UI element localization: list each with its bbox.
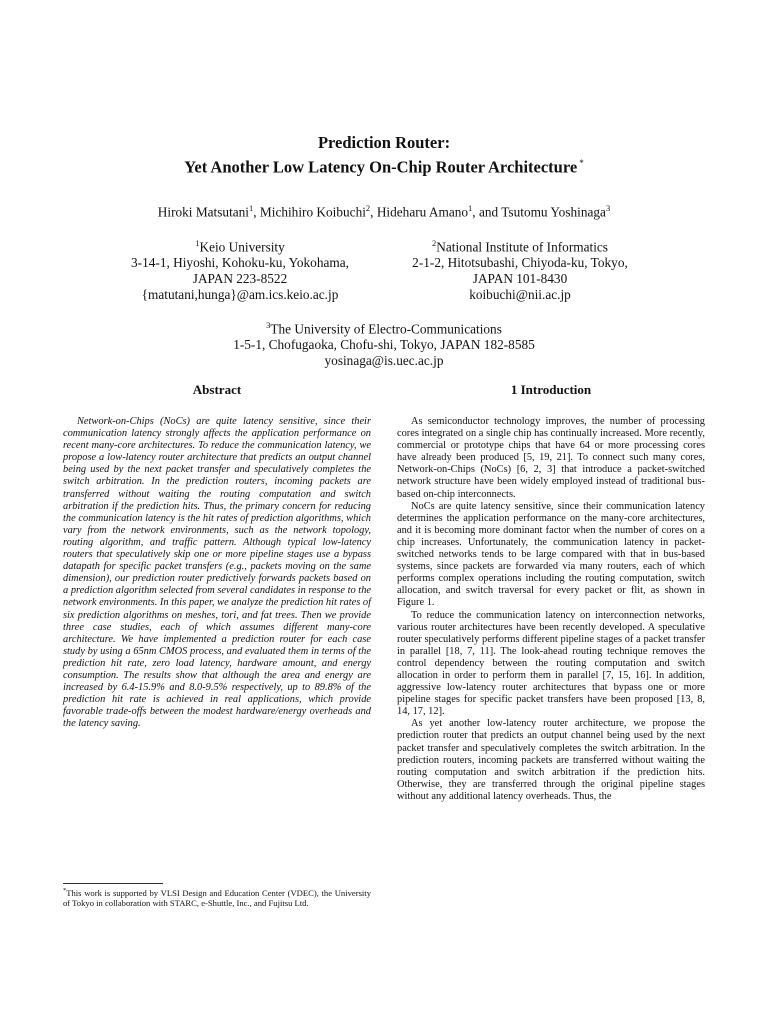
affiliation-name-line: [375, 235, 665, 255]
footnote-mark: *: [63, 887, 67, 894]
author-affiliation-mark: 1: [468, 203, 473, 213]
title-line-2-text: Yet Another Low Latency On-Chip Router Architecture: [184, 157, 578, 177]
abstract-body: Network-on-Chips (NoCs) are quite latency sensitive, since their communication latency strongly affects the application performance on recent many-core architectures. To reduce the communication latency, we propose a low-latency router architecture that predicts an output channel being used by the next packet transfer and speculatively completes the switch arbitration. In the prediction routers, incoming packets are transferred without waiting the routing computation and switch arbitration if the prediction hits. Thus, the primary concern for reducing the communication latency is the hit rates of prediction algorithms, which vary from the network environments, such as the network topology, routing algorithm, and traffic pattern. Although typical low-latency routers that speculatively skip one or more pipeline stages use a bypass datapath for specific packet transfers (e.g., packets moving on the same dimension), our prediction router predictively forwards packets based on a prediction algorithm selected from several candidates in response to the network environments. In this paper, we analyze the prediction hit rates of six prediction algorithms on meshes, tori, and fat trees. Then we provide three case studies, each of which assumes different many-core architecture. We have implemented a prediction router for each case study by using a 65nm CMOS process, and evaluated them in terms of the prediction hit rate, zero load latency, hardware amount, and energy consumption. The results show that although the area and energy are increased by 6.4-15.9% and 8.0-9.5% respectively, up to 89.8% of the prediction hit rate is achieved in real applications, which provide favorable trade-offs between the modest hardware/energy overheads and the latency saving.: [63, 416, 371, 730]
affiliation-name: National Institute of Informatics: [436, 239, 608, 255]
title-line-2: [0, 153, 768, 178]
paper-title: [0, 133, 768, 178]
left-column: [63, 381, 371, 730]
right-column: [397, 381, 705, 803]
author-affiliation-mark: 1: [249, 203, 254, 213]
affiliation-number: 2: [432, 238, 437, 248]
intro-paragraph: As semiconductor technology improves, the number of processing cores integrated on a single chip has continually increased. More recently, commercial or prototype chips that have 64 or more processing cores have already been produced [5, 19, 21]. To connect such many cores, Network-on-Chips (NoCs) [6, 2, 3] that introduce a packet-switched network structure have been widely employed instead of traditional bus-based on-chip interconnects.: [397, 416, 705, 500]
affiliation-email: yosinaga@is.uec.ac.jp: [324, 353, 444, 369]
affiliation-name-line: [0, 317, 768, 337]
footnote-text: This work is supported by VLSI Design and Education Center (VDEC), the University of Tokyo in collaboration with STARC, e-Shuttle, Inc., and Fujitsu Ltd.: [63, 887, 371, 909]
author-name: Tsutomu Yoshinaga: [501, 204, 606, 220]
affiliation-address: 3-14-1, Hiyoshi, Kohoku-ku, Yokohama,: [131, 255, 349, 271]
affiliation-nii: [375, 235, 665, 303]
affiliation-country: JAPAN 223-8522: [192, 271, 288, 287]
affiliation-number: 3: [266, 320, 271, 330]
affiliation-email: {matutani,hunga}@am.ics.keio.ac.jp: [141, 287, 339, 303]
intro-paragraph: To reduce the communication latency on interconnection networks, various router architectures have been recently developed. A speculative router speculatively performs different pipeline stages of a packet transfer in parallel [18, 7, 11]. The look-ahead routing technique removes the control dependency between the routing computation and switch allocation in order to perform them in parallel [7, 15, 16]. In addition, aggressive low-latency router architectures that bypass one or more pipeline stages for specific packet transfers have been proposed [13, 8, 14, 17, 12].: [397, 609, 705, 718]
affiliation-uec: [0, 317, 768, 369]
author-name: Michihiro Koibuchi: [259, 204, 366, 220]
abstract-heading: Abstract: [192, 382, 242, 397]
author-name: Hiroki Matsutani: [157, 204, 250, 220]
affiliation-name-line: [100, 235, 380, 255]
footnote: [63, 886, 371, 909]
author-separator: , and: [472, 204, 502, 220]
title-line-1: Prediction Router:: [317, 133, 451, 152]
affiliation-email: koibuchi@nii.ac.jp: [469, 287, 571, 303]
author-list: [0, 203, 768, 220]
author-separator: ,: [370, 204, 377, 220]
affiliation-number: 1: [195, 238, 200, 248]
introduction-heading: 1 Introduction: [510, 382, 592, 397]
affiliation-country: JAPAN 101-8430: [472, 271, 568, 287]
author-affiliation-mark: 3: [605, 203, 611, 213]
title-footnote-mark: *: [579, 158, 584, 168]
author-affiliation-mark: 2: [365, 203, 371, 213]
affiliation-name: The University of Electro-Communications: [270, 321, 502, 337]
affiliation-address: 1-5-1, Chofugaoka, Chofu-shi, Tokyo, JAPAN 182-8585: [233, 337, 535, 353]
intro-paragraph: NoCs are quite latency sensitive, since their communication latency determines the application performance on the many-core architectures, and it is becoming more dominant factor when the number of cores on a chip increases. Unfortunately, the communication latency in packet-switched networks tends to be large compared with that in bus-based systems, since packets are forwarded via many routers, each of which performs complex operations including the routing computation, switch allocation, and switch traversal for every packet or flit, as shown in Figure 1.: [397, 500, 705, 609]
footnote-divider: [63, 883, 163, 884]
author-name: Hideharu Amano: [376, 204, 469, 220]
affiliation-keio: [100, 235, 380, 303]
affiliation-name: Keio University: [199, 239, 285, 255]
intro-paragraph: As yet another low-latency router architecture, we propose the prediction router that predicts an output channel being used by the next packet transfer and speculatively completes the switch arbitration. In the prediction routers, incoming packets are transferred without waiting the routing computation and switch arbitration if the prediction hits. Otherwise, they are transferred through the original pipeline stages without any additional latency overheads. Thus, the: [397, 718, 705, 802]
author-separator: ,: [253, 204, 260, 220]
affiliation-address: 2-1-2, Hitotsubashi, Chiyoda-ku, Tokyo,: [412, 255, 628, 271]
